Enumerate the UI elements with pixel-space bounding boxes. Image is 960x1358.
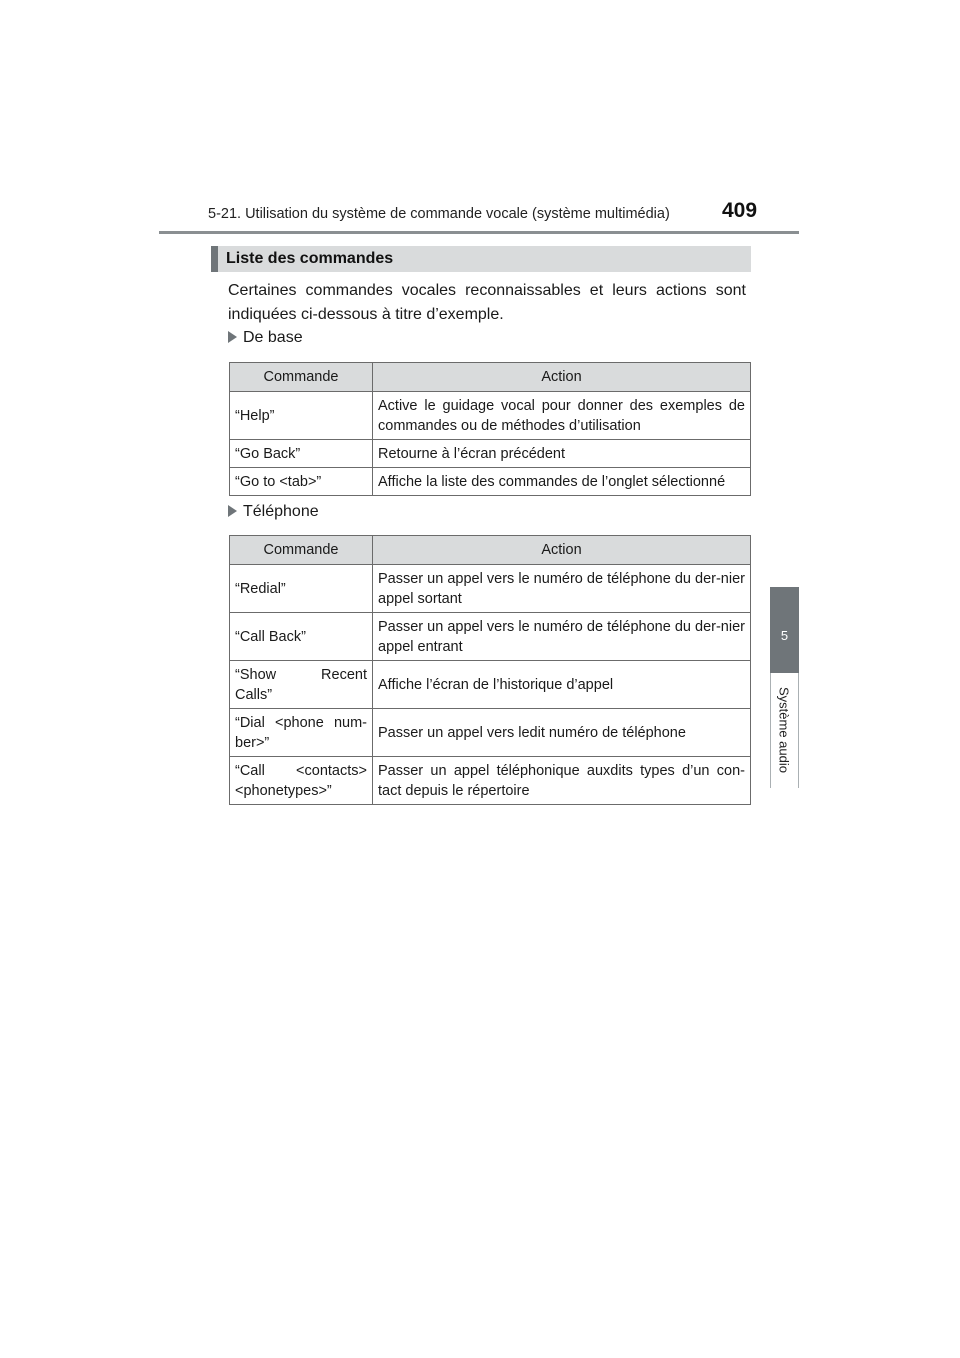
- column-header-action: Action: [373, 363, 751, 392]
- table-row: [230, 757, 751, 805]
- command-cell: “Show Recent Calls”: [230, 661, 373, 709]
- column-header-command: Commande: [230, 536, 373, 565]
- command-cell: “Dial <phone num-ber>”: [230, 709, 373, 757]
- commands-table-basic: [229, 362, 751, 496]
- table-header-row: [230, 363, 751, 392]
- action-cell: Retourne à l’écran précédent: [373, 440, 751, 468]
- table-row: [230, 613, 751, 661]
- header-rule: [159, 231, 799, 234]
- table-row: [230, 565, 751, 613]
- action-cell: Affiche la liste des commandes de l’onglet sélectionné: [373, 468, 751, 496]
- chapter-label: Système audio: [776, 687, 792, 773]
- action-cell: Passer un appel téléphonique auxdits types d’un con-tact depuis le répertoire: [373, 757, 751, 805]
- section-heading-text: Liste des commandes: [226, 250, 394, 267]
- command-cell: “Help”: [230, 392, 373, 440]
- intro-paragraph: Certaines commandes vocales reconnaissables et leurs actions sont indiquées ci-dessous à titre d’exemple.: [228, 282, 746, 323]
- triangle-bullet-icon: [228, 505, 237, 517]
- section-heading: [211, 246, 751, 272]
- column-header-action: Action: [373, 536, 751, 565]
- table-row: [230, 468, 751, 496]
- action-cell: Passer un appel vers le numéro de téléphone du der-nier appel sortant: [373, 565, 751, 613]
- action-cell: Passer un appel vers ledit numéro de téléphone: [373, 709, 751, 757]
- chapter-number: 5: [780, 628, 789, 643]
- subhead-label: Téléphone: [243, 503, 319, 520]
- subhead-label: De base: [243, 329, 303, 346]
- action-cell: Active le guidage vocal pour donner des exemples de commandes ou de méthodes d’utilisation: [373, 392, 751, 440]
- table-header-row: [230, 536, 751, 565]
- triangle-bullet-icon: [228, 331, 237, 343]
- command-cell: “Call Back”: [230, 613, 373, 661]
- command-cell: “Go to <tab>”: [230, 468, 373, 496]
- action-cell: Passer un appel vers le numéro de téléphone du der-nier appel entrant: [373, 613, 751, 661]
- command-cell: “Call <contacts> <phonetypes>”: [230, 757, 373, 805]
- command-cell: “Go Back”: [230, 440, 373, 468]
- table-row: [230, 709, 751, 757]
- table-row: [230, 440, 751, 468]
- subhead-phone: [228, 503, 319, 521]
- action-cell: Affiche l’écran de l’historique d’appel: [373, 661, 751, 709]
- column-header-command: Commande: [230, 363, 373, 392]
- table-row: [230, 392, 751, 440]
- commands-table-phone: [229, 535, 751, 805]
- subhead-basic: [228, 329, 303, 347]
- page-number: 409: [722, 199, 758, 222]
- table-row: [230, 661, 751, 709]
- command-cell: “Redial”: [230, 565, 373, 613]
- header-title: 5-21. Utilisation du système de commande vocale (système multimédia): [208, 206, 670, 222]
